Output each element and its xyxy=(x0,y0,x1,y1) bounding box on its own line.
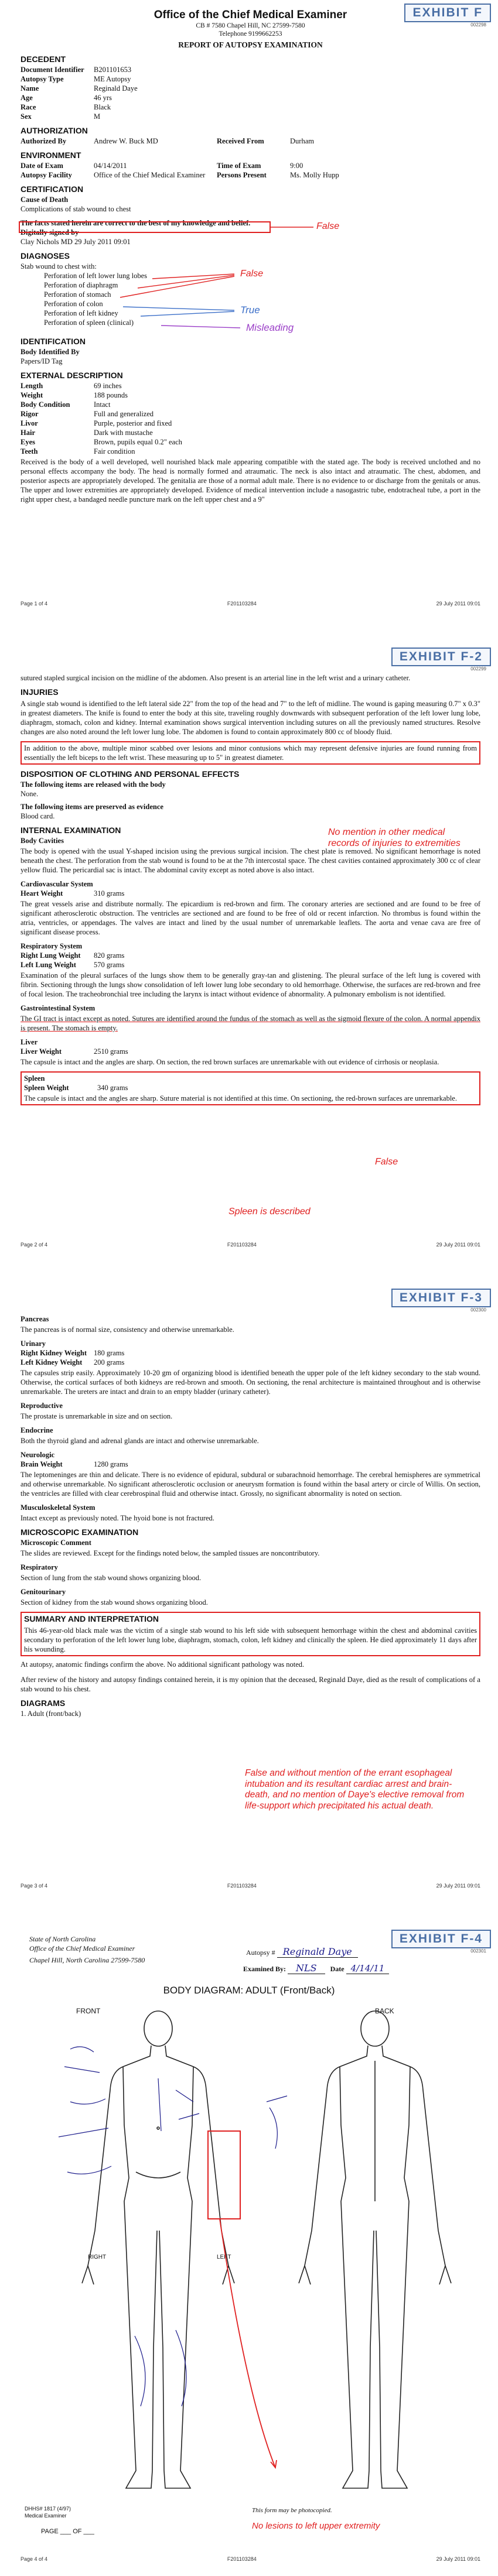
right-kidney-label: Right Kidney Weight xyxy=(21,1349,87,1357)
authorized-by-value: Andrew W. Buck MD xyxy=(94,136,158,145)
report-page-2 xyxy=(0,644,498,1256)
injuries-paragraph: A single stab wound is identified to the left lateral side 22" from the top of the head and 7" to the left of midline. The wound is gaping measuring 0.7" x 0.3" in greatest diameters. The knife is found to enter the body at this site, traveling roughly downwards with subsequent perforation of the left lower lung lobe, diaphragm, stomach, colon and kidney. Internal examination shows surgical intervention including sutures on all the previously named structures. Resolve changes are also noted around the left lower lung lobe. The abdomen is found to contain approximately 800 cc of bloody fluid. xyxy=(21,699,480,736)
left-kidney-label: Left Kidney Weight xyxy=(21,1358,83,1366)
page-of: PAGE ___ OF ___ xyxy=(41,2528,94,2535)
left-lung-row xyxy=(21,960,480,970)
field-value: 69 inches xyxy=(94,381,122,390)
urinary-label: Urinary xyxy=(21,1340,46,1348)
footer-doc: F201103284 xyxy=(227,1242,257,1248)
endo-text: Both the thyroid gland and adrenal glands are intact and otherwise unremarkable. xyxy=(21,1437,259,1445)
msk-label: Musculoskeletal System xyxy=(21,1503,95,1512)
left-lung-label: Left Lung Weight xyxy=(21,960,76,969)
msk-text: Intact except as previously noted. The hyoid bone is not fractured. xyxy=(21,1514,214,1522)
exam-date-value: 04/14/2011 xyxy=(94,161,127,170)
cardio-text: The great vessels arise and distribute normally. The epicardium is red-brown and firm. The coronary arteries are sectioned and are found to be free of significant atherosclerotic obstruction. The ventricles are sectioned and are found to be free of old or recent infarction. No thrombus is found within the atria, ventricles, or appendages. The valves are intact and lined by the usual number of unremarkable leaflets. The aorta and venae cava are free of significant disease process. xyxy=(21,899,480,936)
state-name: State of North Carolina xyxy=(29,1935,96,1943)
footer-doc: F201103284 xyxy=(227,601,257,607)
micro-gu-text: Section of kidney from the stab wound shows organizing blood. xyxy=(21,1598,208,1606)
office-name: Office of the Chief Medical Examiner xyxy=(29,1944,135,1953)
page-footer xyxy=(21,1883,480,1889)
decedent-heading: DECEDENT xyxy=(21,54,66,64)
right-label: RIGHT xyxy=(88,2254,107,2260)
back-label: BACK xyxy=(375,2007,394,2015)
spleen-weight-value: 340 grams xyxy=(97,1083,128,1092)
body-diagram xyxy=(0,1926,498,2570)
clothing-heading: DISPOSITION OF CLOTHING AND PERSONAL EFFECTS xyxy=(21,769,240,779)
field-label: Race xyxy=(21,103,36,112)
examined-by-label: Examined By: xyxy=(243,1965,286,1973)
authorized-by-label: Authorized By xyxy=(21,136,67,145)
field-value: M xyxy=(94,112,101,121)
right-kidney-value: 180 grams xyxy=(94,1349,125,1357)
heart-weight-label: Heart Weight xyxy=(21,889,63,898)
form-sub: Medical Examiner xyxy=(25,2513,67,2519)
diagnosis-item: Perforation of spleen (clinical) xyxy=(44,318,134,327)
field-value: 46 yrs xyxy=(94,94,112,102)
facility-label: Autopsy Facility xyxy=(21,170,72,179)
office-phone: Telephone 9199662253 xyxy=(219,30,282,38)
diagnoses-heading: DIAGNOSES xyxy=(21,251,70,261)
pancreas-label: Pancreas xyxy=(21,1315,49,1323)
field-label: Livor xyxy=(21,419,38,427)
summary-box xyxy=(21,1612,480,1656)
urinary-text: The capsules strip easily. Approximately 10-20 gm of organizing blood is identified beneath the upper pole of the left kidney secondary to the stab wound. Otherwise, the cortical surfaces of both kidneys are red-brown and smooth. On sectioning, the renal architecture is maintained throughout and is otherwise unremarkable. The ureters are intact and drain to an empty bladder (urinary catheter). xyxy=(21,1369,480,1396)
summary-heading: SUMMARY AND INTERPRETATION xyxy=(24,1614,159,1623)
field-label: Autopsy Type xyxy=(21,75,64,84)
field-label: Teeth xyxy=(21,447,38,455)
footer-page: Page 4 of 4 xyxy=(21,2556,48,2562)
field-label: Hair xyxy=(21,428,35,437)
left-arm-box xyxy=(208,2131,240,2219)
identified-by-value: Papers/ID Tag xyxy=(21,357,63,365)
repro-text: The prostate is unremarkable in size and on section. xyxy=(21,1412,173,1420)
annotation-misleading: Misleading xyxy=(246,322,294,333)
signed-by-value: Clay Nichols MD 29 July 2011 09:01 xyxy=(21,237,131,246)
received-from-label: Received From xyxy=(217,136,264,145)
identification-heading: IDENTIFICATION xyxy=(21,336,86,346)
cardio-label: Cardiovascular System xyxy=(21,879,93,888)
form-id: DHHS# 1817 (4/97) xyxy=(25,2506,71,2512)
exhibit-label: EXHIBIT F-2 xyxy=(391,648,491,666)
autopsy-number-label: Autopsy # xyxy=(246,1948,275,1957)
field-label: Sex xyxy=(21,112,32,121)
diagrams-item: 1. Adult (front/back) xyxy=(21,1709,81,1718)
micro-comment-label: Microscopic Comment xyxy=(21,1538,91,1547)
persons-present-value: Ms. Molly Hupp xyxy=(290,170,339,179)
right-kidney-row xyxy=(21,1348,480,1358)
back-body-outline xyxy=(299,2011,451,2488)
liver-weight-label: Liver Weight xyxy=(21,1047,62,1056)
signed-by-label: Digitally signed by xyxy=(21,228,79,237)
spleen-text: The capsule is intact and the angles are sharp. Suture material is not identified at this time. On sectioning, the red-brown surfaces are unremarkable. xyxy=(24,1094,457,1102)
autopsy-number-value: Reginald Daye xyxy=(277,1946,358,1958)
micro-heading: MICROSCOPIC EXAMINATION xyxy=(21,1527,139,1537)
certification-statement: The facts stated herein are correct to the best of my knowledge and belief. xyxy=(21,218,251,227)
cause-of-death-value: Complications of stab wound to chest xyxy=(21,204,131,213)
resp-label: Respiratory System xyxy=(21,941,83,950)
field-value: Dark with mustache xyxy=(94,428,153,437)
annotation-false-summary: False and without mention of the errant esophageal intubation and its resultant cardiac arrest and brain-death, and no mention of Daye's elective removal from life-support which precipitated his actual death. xyxy=(245,1768,465,1811)
heart-weight-value: 310 grams xyxy=(94,889,125,898)
micro-comment-text: The slides are reviewed. Except for the findings noted below, the sampled tissues are noncontributory. xyxy=(21,1549,320,1557)
field-value: Brown, pupils equal 0.2" each xyxy=(94,437,182,446)
field-value: Intact xyxy=(94,400,111,409)
external-continued: sutured stapled surgical incision on the midline of the abdomen. Also present is an arterial line in the left wrist and a urinary catheter. xyxy=(21,674,411,682)
field-value: Black xyxy=(94,103,111,112)
footer-page: Page 2 of 4 xyxy=(21,1242,48,1248)
footer-doc: F201103284 xyxy=(227,1883,257,1889)
page-footer xyxy=(21,1242,480,1248)
footer-date: 29 July 2011 09:01 xyxy=(436,1883,480,1889)
liver-weight-row xyxy=(21,1047,480,1056)
field-value: Reginald Daye xyxy=(94,84,138,93)
diagnosis-item: Perforation of left lower lung lobes xyxy=(44,271,147,280)
annotation-false-gi: False xyxy=(375,1157,398,1167)
field-label: Name xyxy=(21,84,39,93)
date-value: 4/14/11 xyxy=(346,1963,390,1974)
liver-label: Liver xyxy=(21,1037,38,1046)
micro-gu-label: Genitourinary xyxy=(21,1587,66,1596)
field-label: Body Condition xyxy=(21,400,70,409)
footer-date: 29 July 2011 09:01 xyxy=(436,1242,480,1248)
body-cavities-label: Body Cavities xyxy=(21,836,64,845)
front-label: FRONT xyxy=(76,2007,101,2015)
exhibit-number: 002300 xyxy=(470,1307,486,1313)
diagnoses-lead: Stab wound to chest with: xyxy=(21,262,97,270)
left-kidney-row xyxy=(21,1358,480,1367)
exhibit-label: EXHIBIT F xyxy=(404,4,491,22)
heart-weight-row xyxy=(21,889,480,898)
persons-present-label: Persons Present xyxy=(217,170,267,179)
report-title: REPORT OF AUTOPSY EXAMINATION xyxy=(178,40,323,49)
internal-heading: INTERNAL EXAMINATION xyxy=(21,825,121,835)
exhibit-number: 002299 xyxy=(470,666,486,672)
summary-text: This 46-year-old black male was the victim of a single stab wound to his left side with subsequent hemorrhage within the chest and abdominal cavities secondary to perforation of the left lower lung lobe, diaphragm, stomach, colon, left kidney and clinically the spleen. He died approximately 11 days after his wounding. xyxy=(24,1626,477,1653)
brain-weight-label: Brain Weight xyxy=(21,1460,63,1468)
evidence-items-label: The following items are preserved as evidence xyxy=(21,802,163,811)
handwritten-marks xyxy=(59,2047,287,2406)
summary-paragraph-2: At autopsy, anatomic findings confirm the above. No additional significant pathology was noted. xyxy=(21,1660,305,1669)
footer-doc: F201103284 xyxy=(227,2556,257,2562)
field-value: B201101653 xyxy=(94,66,132,74)
brain-weight-value: 1280 grams xyxy=(94,1460,128,1468)
field-label: Age xyxy=(21,94,33,102)
diagnosis-item: Perforation of stomach xyxy=(44,290,111,299)
micro-resp-text: Section of lung from the stab wound shows organizing blood. xyxy=(21,1573,202,1582)
field-label: Document Identifier xyxy=(21,66,84,74)
annotation-false-cause: False xyxy=(316,221,340,231)
diagnosis-item: Perforation of left kidney xyxy=(44,309,118,317)
neuro-text: The leptomeninges are thin and delicate. There is no evidence of epidural, subdural or subarachnoid hemorrhage. The cerebral hemispheres are symmetrical and otherwise unremarkable. No significant atherosclerotic occlusion or aneurysm formation is found within the basal artery or circle of Willis. On section, the ventricles are filled with clear cerebrospinal fluid and otherwise intact. Grossly, no significant abnormality is noted on section. xyxy=(21,1471,480,1498)
page-footer xyxy=(21,2556,480,2562)
exhibit-number: 002298 xyxy=(470,22,486,28)
field-label: Eyes xyxy=(21,437,35,446)
injuries-heading: INJURIES xyxy=(21,687,59,697)
released-items-label: The following items are released with the body xyxy=(21,780,166,789)
field-value: ME Autopsy xyxy=(94,75,131,84)
left-lung-value: 570 grams xyxy=(94,960,125,969)
report-page-3 xyxy=(0,1285,498,1897)
diagnosis-item: Perforation of diaphragm xyxy=(44,280,118,289)
cause-of-death-label: Cause of Death xyxy=(21,195,69,204)
body-cavities-text: The body is opened with the usual Y-shaped incision using the previous surgical incision. The chest plate is removed. No significant hemorrhage is noted beneath the chest. The perforation from the stab wound is found to be at the 7th intercostal space. The chest cavities contained approximately 300 cc of clear yellow fluid. The pericardial sac is intact. The abdominal cavity except as noted above is also intact. xyxy=(21,847,480,874)
micro-resp-label: Respiratory xyxy=(21,1563,58,1571)
received-from-value: Durham xyxy=(290,136,314,145)
annotation-no-lesions: No lesions to left upper extremity xyxy=(252,2521,380,2531)
spleen-weight-row xyxy=(24,1083,477,1092)
footer-page: Page 3 of 4 xyxy=(21,1883,48,1889)
released-items-value: None. xyxy=(21,789,39,798)
authorization-heading: AUTHORIZATION xyxy=(21,126,88,136)
footer-date: 29 July 2011 09:01 xyxy=(436,2556,480,2562)
right-lung-value: 820 grams xyxy=(94,951,125,960)
field-label: Rigor xyxy=(21,409,39,418)
exam-date-label: Date of Exam xyxy=(21,161,63,170)
exhibit-label: EXHIBIT F-4 xyxy=(391,1930,491,1948)
left-label: LEFT xyxy=(217,2254,231,2260)
endo-label: Endocrine xyxy=(21,1426,53,1434)
diagram-title: BODY DIAGRAM: ADULT (Front/Back) xyxy=(163,1985,335,1996)
spleen-label: Spleen xyxy=(24,1074,45,1083)
annotation-false-diagnoses: False xyxy=(240,269,264,279)
exam-time-label: Time of Exam xyxy=(217,161,261,170)
page-footer xyxy=(21,601,480,607)
summary-paragraph-3: After review of the history and autopsy findings contained herein, it is my opinion that the deceased, Reginald Daye, died as the result of complications of a stab wound to his chest. xyxy=(21,1675,480,1693)
report-page-1 xyxy=(0,0,498,615)
field-label: Weight xyxy=(21,390,43,399)
footer-date: 29 July 2011 09:01 xyxy=(436,601,480,607)
office-address: CB # 7580 Chapel Hill, NC 27599-7580 xyxy=(196,22,305,30)
liver-text: The capsule is intact and the angles are sharp. On section, the red brown surfaces are unremarkable with out evidence of cirrhosis or neoplasia. xyxy=(21,1057,439,1066)
evidence-items-value: Blood card. xyxy=(21,811,55,820)
neuro-label: Neurologic xyxy=(21,1451,55,1459)
environment-heading: ENVIRONMENT xyxy=(21,150,81,160)
annotation-no-mention: No mention in other medical records of injuries to extremities xyxy=(328,827,461,849)
liver-weight-value: 2510 grams xyxy=(94,1047,128,1056)
defensive-injuries-box: In addition to the above, multiple minor scabbed over lesions and minor contusions which may represent defensive injuries are found running from essentially the left biceps to the left wrist. These measuring up to 5" in greatest diameter. xyxy=(21,741,480,765)
field-value: Fair condition xyxy=(94,447,135,455)
left-kidney-value: 200 grams xyxy=(94,1358,125,1366)
right-lung-label: Right Lung Weight xyxy=(21,951,81,960)
right-lung-row xyxy=(21,951,480,960)
field-value: Full and generalized xyxy=(94,409,154,418)
footer-page: Page 1 of 4 xyxy=(21,601,48,607)
spleen-weight-label: Spleen Weight xyxy=(24,1083,69,1092)
gi-text: The GI tract is intact except as noted. Sutures are identified around the fundus of the stomach as well as the sigmoid flexure of the colon. A normal appendix is present. The stomach is empty. xyxy=(21,1014,480,1032)
exhibit-label: EXHIBIT F-3 xyxy=(391,1289,491,1307)
office-title: Office of the Chief Medical Examiner xyxy=(154,9,347,21)
gi-label: Gastrointestinal System xyxy=(21,1003,95,1012)
field-label: Length xyxy=(21,381,43,390)
date-label: Date xyxy=(330,1965,344,1973)
spleen-box xyxy=(21,1071,480,1105)
field-value: 188 pounds xyxy=(94,390,128,399)
pancreas-text: The pancreas is of normal size, consistency and otherwise unremarkable. xyxy=(21,1325,234,1334)
examined-by-value: NLS xyxy=(288,1962,325,1974)
report-page-4 xyxy=(0,1926,498,2570)
brain-weight-row xyxy=(21,1460,480,1469)
exhibit-number: 002301 xyxy=(470,1948,486,1954)
external-paragraph: Received is the body of a well developed, well nourished black male appearing compatible with the stated age. The body is received unclothed and no personal effects accompany the body. The head is normally formed and atraumatic. The neck is also intact and atraumatic. The chest, abdomen, and posterior aspects are appropriately developed. The genitalia are those of a normal adult male. There is no evidence to or discharge from the genitals or anus. The upper and lower extremities are appropriately developed. Evidence of medical intervention include a nasogastric tube, endotracheal tube, a port in the right upper chest, a bandaged needle puncture mark on the left upper chest and a 9" xyxy=(21,457,480,503)
annotation-spleen-described: Spleen is described xyxy=(228,1207,311,1217)
field-value: Purple, posterior and fixed xyxy=(94,419,172,427)
certification-heading: CERTIFICATION xyxy=(21,184,84,194)
resp-text: Examination of the pleural surfaces of the lungs show them to be generally gray-tan and glistening. The pleural surface of the left lung is covered with fibrin. Sectioning through the lungs show consolidation of left lower lung lobe secondary to old hemorrhage. Otherwise, the surfaces are red-brown and free of focal lesion. The tracheobronchial tree including the larynx is intact without evidence of abnormality. A pulmonary embolism is not identified. xyxy=(21,971,480,998)
exam-time-value: 9:00 xyxy=(290,161,303,170)
annotation-true-diagnoses: True xyxy=(240,304,260,316)
left-arm-arrow xyxy=(220,2219,275,2468)
facility-value: Office of the Chief Medical Examiner xyxy=(94,170,206,179)
diagnosis-item: Perforation of colon xyxy=(44,299,103,308)
photocopy-note: This form may be photocopied. xyxy=(252,2507,332,2514)
diagrams-heading: DIAGRAMS xyxy=(21,1698,66,1708)
office-address-form: Chapel Hill, North Carolina 27599-7580 xyxy=(29,1956,145,1965)
identified-by-label: Body Identified By xyxy=(21,347,80,356)
repro-label: Reproductive xyxy=(21,1402,63,1410)
external-heading: EXTERNAL DESCRIPTION xyxy=(21,370,123,380)
